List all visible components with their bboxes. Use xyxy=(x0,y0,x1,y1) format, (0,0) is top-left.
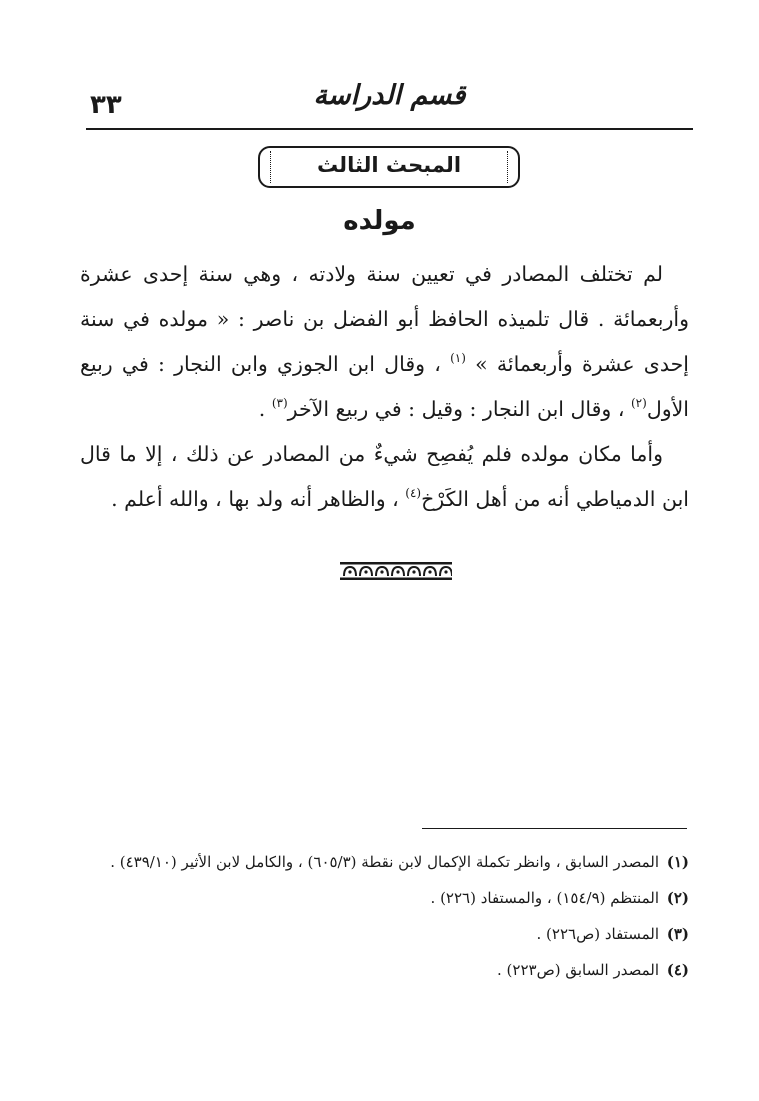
footnotes xyxy=(80,848,689,992)
footnote-ref-2: (٢) xyxy=(630,396,647,410)
footnote-3 xyxy=(80,920,689,948)
chapter-title-box xyxy=(258,146,520,188)
paragraph-2-text-a: وأما مكان مولده فلم يُفصِح شيءٌ من المصادر عن ذلك ، إلا ما قال ابن الدمياطي أنه من أهل الكَرْخ xyxy=(80,442,689,511)
paragraph-1-text-a: لم تختلف المصادر في تعيين سنة ولادته ، وهي سنة إحدى عشرة وأربعمائة . قال تلميذه الحافظ أبو الفضل بن ناصر : « مولده في سنة إحدى عشرة وأربعمائة » xyxy=(80,262,689,376)
paragraph-1-text-c: ، وقال ابن النجار : وقيل : في ربيع الآخر xyxy=(287,397,631,421)
section-end-ornament xyxy=(340,562,452,580)
paragraph-1-text-d: . xyxy=(258,397,272,421)
footnote-text: المصدر السابق ، وانظر تكملة الإكمال لابن نقطة (٦٠٥/٣) ، والكامل لابن الأثير (٤٣٩/١٠) . xyxy=(110,853,659,871)
footnote-ref-1: (١) xyxy=(450,351,466,365)
subheading: مولده xyxy=(343,206,416,236)
footnote-text: المستفاد (ص٢٢٦) . xyxy=(536,925,659,943)
section-title: قسم الدراسة xyxy=(313,80,466,111)
footnote-text: المصدر السابق (ص٢٢٣) . xyxy=(497,961,659,979)
page-number: ٣٣ xyxy=(90,90,122,120)
paragraph-1-text-b: ، وقال ابن الجوزي وابن النجار : في ربيع الأول xyxy=(80,352,689,421)
footnote-number: (٢) xyxy=(666,889,689,907)
footnote-ref-4: (٤) xyxy=(405,486,422,500)
paragraph-1 xyxy=(80,252,689,432)
footnote-ref-3: (٣) xyxy=(271,396,288,410)
footnote-1 xyxy=(80,848,689,876)
footnote-text: المنتظم (١٥٤/٩) ، والمستفاد (٢٢٦) . xyxy=(430,889,659,907)
page-header xyxy=(86,78,693,130)
footnote-2 xyxy=(80,884,689,912)
footnote-number: (١) xyxy=(666,853,689,871)
footnote-number: (٤) xyxy=(666,961,689,979)
footnote-4 xyxy=(80,956,689,984)
footnote-number: (٣) xyxy=(666,925,689,943)
body-text xyxy=(80,252,689,522)
header-rule xyxy=(86,128,693,130)
paragraph-2 xyxy=(80,432,689,522)
paragraph-2-text-b: ، والظاهر أنه ولد بها ، والله أعلم . xyxy=(111,487,406,511)
footnote-separator xyxy=(422,828,687,829)
chapter-title: المبحث الثالث xyxy=(316,153,462,177)
